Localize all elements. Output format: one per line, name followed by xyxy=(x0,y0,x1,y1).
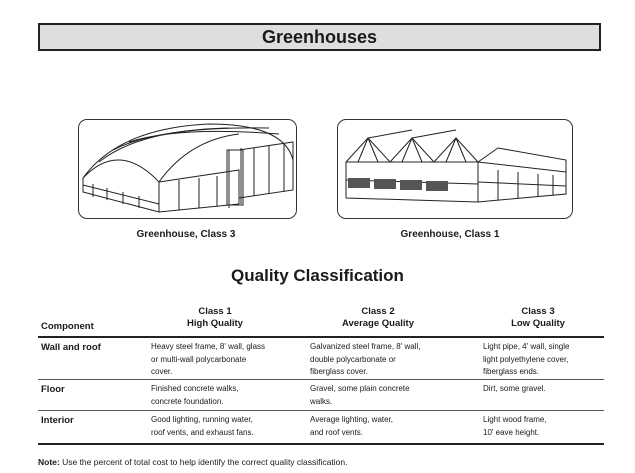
table-cell: Galvanized steel frame, 8' wall, double polycarbonate or fiberglass cover. xyxy=(310,342,421,376)
table-cell: Finished concrete walks, concrete foundation. xyxy=(151,384,239,406)
table-row xyxy=(38,411,604,445)
table-cell: Dirt, some gravel. xyxy=(483,384,546,393)
illustration-caption: Greenhouse, Class 1 xyxy=(400,229,500,240)
section-title: Quality Classification xyxy=(231,266,404,285)
column-header-class-1 xyxy=(145,306,285,330)
quality-classification-table xyxy=(38,306,604,445)
table-cell: Heavy steel frame, 8' wall, glass or multi-wall polycarbonate cover. xyxy=(151,342,266,376)
note-label: Note: xyxy=(38,457,60,467)
table-cell: Light pipe, 4' wall, single light polyethylene cover, fiberglass ends. xyxy=(483,342,570,376)
row-component-label: Interior xyxy=(41,415,74,426)
column-header-class-3 xyxy=(468,306,608,330)
table-header xyxy=(38,306,604,336)
table-cell: Light wood frame, 10' eave height. xyxy=(483,415,547,437)
column-class-label: Class 1 xyxy=(198,306,232,317)
column-quality-label: High Quality xyxy=(187,318,243,329)
illustration-caption: Greenhouse, Class 3 xyxy=(136,229,236,240)
column-class-label: Class 3 xyxy=(521,306,555,317)
greenhouse-class-1-illustration xyxy=(337,119,573,219)
note-text: Use the percent of total cost to help identify the correct quality classification. xyxy=(59,457,348,467)
table-row xyxy=(38,338,604,380)
column-quality-label: Average Quality xyxy=(342,318,414,329)
row-component-label: Floor xyxy=(41,384,65,395)
table-cell: Average lighting, water, and roof vents. xyxy=(310,415,394,437)
table-row xyxy=(38,380,604,411)
row-component-label: Wall and roof xyxy=(41,342,101,353)
footnote xyxy=(38,457,347,467)
column-quality-label: Low Quality xyxy=(511,318,565,329)
table-cell: Good lighting, running water, roof vents, and exhaust fans. xyxy=(151,415,254,437)
column-class-label: Class 2 xyxy=(361,306,395,317)
greenhouse-class-3-illustration xyxy=(78,119,297,219)
page-title: Greenhouses xyxy=(38,23,601,51)
table-cell: Gravel, some plain concrete walks. xyxy=(310,384,410,406)
column-header-class-2 xyxy=(308,306,448,330)
component-header: Component xyxy=(41,321,94,332)
